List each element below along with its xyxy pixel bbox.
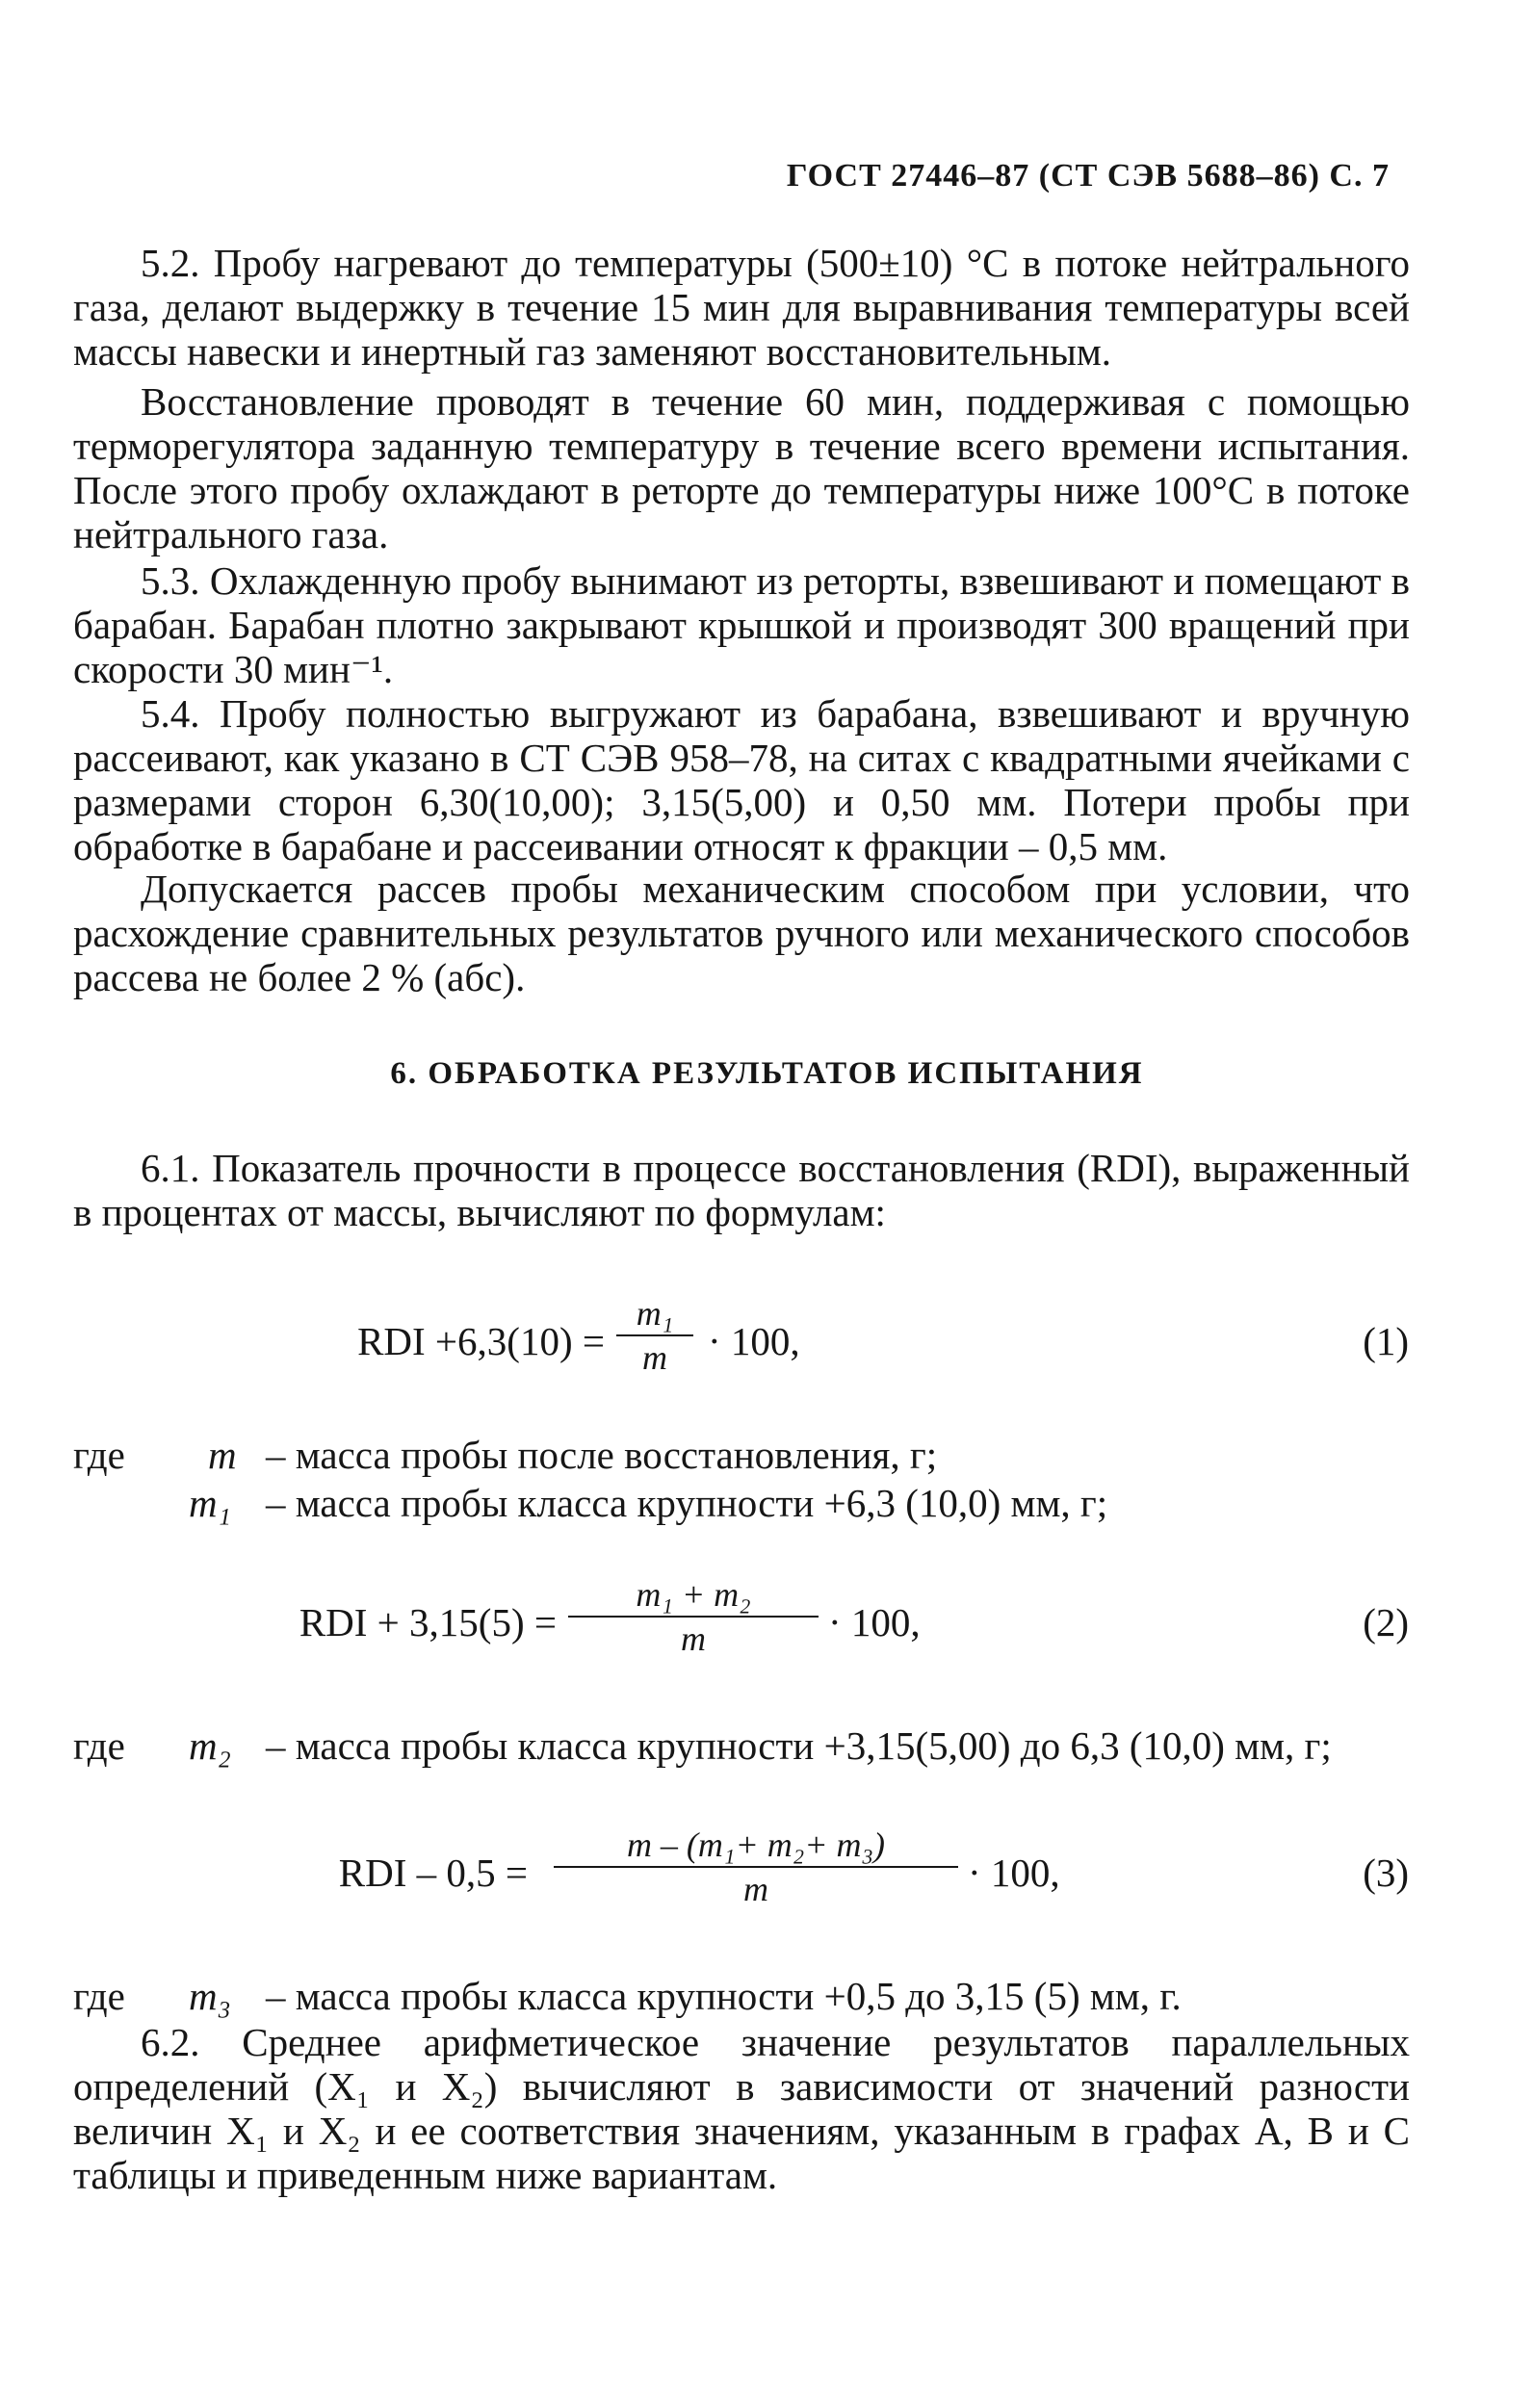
definition-m2-text: – масса пробы класса крупности +3,15(5,00) до 6,3 (10,0) мм, г; <box>266 1723 1332 1768</box>
definition-m1 <box>73 1481 1421 1525</box>
formula-1-numerator: m₁ <box>636 1294 674 1333</box>
formula-1-fraction <box>616 1294 693 1377</box>
page-header: ГОСТ 27446–87 (СТ СЭВ 5688–86) С. 7 <box>786 158 1390 194</box>
formula-3-number: (3) <box>1363 1851 1409 1895</box>
formula-3-rhs: · 100, <box>968 1851 1060 1895</box>
definition-m1-symbol: m₁ <box>189 1481 231 1525</box>
definition-m1-text: – масса пробы класса крупности +6,3 (10,0) мм, г; <box>266 1481 1108 1525</box>
formula-3-denominator: m <box>743 1870 768 1908</box>
definition-where-label: где <box>73 1433 125 1477</box>
definition-m2-symbol: m₂ <box>189 1723 231 1768</box>
formula-2-numerator: m₁ + m₂ <box>636 1575 751 1614</box>
formula-3-fraction <box>554 1825 958 1908</box>
formula-2 <box>0 1560 1534 1675</box>
definition-m <box>73 1433 1421 1477</box>
definition-m2 <box>73 1723 1479 1768</box>
definition-m3-text: – масса пробы класса крупности +0,5 до 3,15 (5) мм, г. <box>266 1974 1182 2018</box>
paragraph-6-2: 6.2. Среднее арифметическое значение результатов параллельных определений (X₁ и X₂) вычисляют в зависимости от значений разности величин X₁ и X₂ и ее соответствия значениям, указанным в графах A, B и C таблицы и приведенным ниже вариантам. <box>73 2020 1410 2197</box>
formula-3 <box>0 1810 1534 1926</box>
formula-2-fraction-bar <box>568 1616 819 1618</box>
formula-1-denominator: m <box>642 1338 667 1377</box>
definition-where-label-2: где <box>73 1723 125 1768</box>
section-title: 6. ОБРАБОТКА РЕЗУЛЬТАТОВ ИСПЫТАНИЯ <box>390 1056 1144 1091</box>
formula-3-fraction-bar <box>554 1866 958 1868</box>
formula-2-number: (2) <box>1363 1600 1409 1644</box>
formula-2-rhs: · 100, <box>828 1600 921 1644</box>
formula-1-rhs: · 100, <box>708 1319 800 1363</box>
formula-3-numerator: m – (m₁+ m₂+ m₃) <box>626 1825 886 1864</box>
paragraph-5-4: 5.4. Пробу полностью выгружают из барабана, взвешивают и вручную рассеивают, как указано в СТ СЭВ 958–78, на ситах с квадратными ячейками с размерами сторон 6,30(10,00); 3,15(5,00) и 0,50 мм. Потери пробы при обработке в барабане и рассеивании относят к фракции – 0,5 мм. <box>73 691 1410 868</box>
definition-m-symbol: m <box>208 1433 237 1477</box>
definition-m-text: – масса пробы после восстановления, г; <box>266 1433 938 1477</box>
formula-2-lhs: RDI + 3,15(5) = <box>299 1600 557 1644</box>
formula-3-lhs: RDI – 0,5 = <box>338 1851 528 1895</box>
formula-1-lhs: RDI +6,3(10) = <box>357 1319 605 1363</box>
paragraph-5-4-continued: Допускается рассев пробы механическим способом при условии, что расхождение сравнительных результатов ручного или механического способов рассева не более 2 % (абс). <box>73 867 1410 999</box>
formula-1 <box>0 1281 1534 1396</box>
paragraph-6-1: 6.1. Показатель прочности в процессе восстановления (RDI), выраженный в процентах от массы, вычисляют по формулам: <box>73 1146 1410 1234</box>
definition-m3 <box>73 1974 1479 2018</box>
paragraph-5-2-continued: Восстановление проводят в течение 60 мин, поддерживая с помощью терморегулятора заданную температуру в течение всего времени испытания. После этого пробу охлаждают в реторте до температуры ниже 100°С в потоке нейтрального газа. <box>73 379 1410 557</box>
formula-1-fraction-bar <box>616 1334 693 1336</box>
paragraph-5-2: 5.2. Пробу нагревают до температуры (500±10) °С в потоке нейтрального газа, делают выдержку в течение 15 мин для выравнивания температуры всей массы навески и инертный газ заменяют восстановительным. <box>73 241 1410 374</box>
paragraph-5-3: 5.3. Охлажденную пробу вынимают из реторты, взвешивают и помещают в барабан. Барабан плотно закрывают крышкой и производят 300 вращений при скорости 30 мин⁻¹. <box>73 558 1410 691</box>
definition-where-label-3: где <box>73 1974 125 2018</box>
formula-1-number: (1) <box>1363 1319 1409 1363</box>
formula-2-denominator: m <box>681 1619 706 1658</box>
formula-2-fraction <box>568 1575 819 1658</box>
definition-m3-symbol: m₃ <box>189 1974 231 2018</box>
